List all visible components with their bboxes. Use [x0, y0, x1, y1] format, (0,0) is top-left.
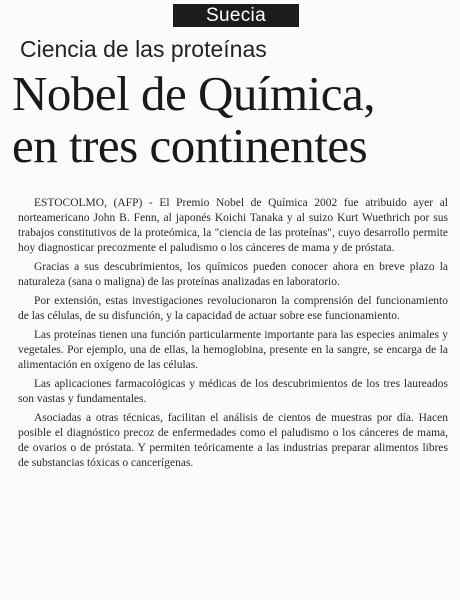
headline [12, 68, 456, 172]
article-body [18, 196, 448, 475]
headline-line-1: Nobel de Química, [12, 66, 375, 121]
kicker: Ciencia de las proteínas [20, 36, 267, 62]
headline-line-2: en tres continentes [12, 118, 368, 173]
paragraph: Asociadas a otras técnicas, facilitan el análisis de cientos de muestras por día. Hacen posible el diagnóstico precoz de enfermedades como el paludismo o los cánceres de mama, de ovarios o de próstata. Y permiten teóricamente a las industrias preparar alimentos libres de substancias tóxicas o cancerígenas. [18, 412, 448, 469]
paragraph: ESTOCOLMO, (AFP) - El Premio Nobel de Química 2002 fue atribuido ayer al norteamericano John B. Fenn, al japonés Koichi Tanaka y al suizo Kurt Wuethrich por sus trabajos constitutivos de la proteómica, la "ciencia de las proteínas", cuyo desarrollo permite hoy diagnosticar precozmente el paludismo o los cánceres de mama y de próstata. [18, 197, 448, 254]
section-tag: Suecia [173, 4, 299, 27]
paragraph: Por extensión, estas investigaciones revolucionaron la comprensión del funcionamiento de las células, de su disfunción, y la capacidad de actuar sobre ese funcionamiento. [18, 295, 448, 322]
paragraph: Gracias a sus descubrimientos, los químicos pueden conocer ahora en breve plazo la naturaleza (sana o maligna) de las proteínas analizadas en laboratorio. [18, 261, 448, 288]
paragraph: Las proteínas tienen una función particularmente importante para las especies animales y vegetales. Por ejemplo, una de ellas, la hemoglobina, presente en la sangre, se encarga de la alimentación en oxígeno de las células. [18, 329, 448, 371]
paragraph: Las aplicaciones farmacológicas y médicas de los descubrimientos de los tres laureados son vastas y fundamentales. [18, 378, 448, 405]
